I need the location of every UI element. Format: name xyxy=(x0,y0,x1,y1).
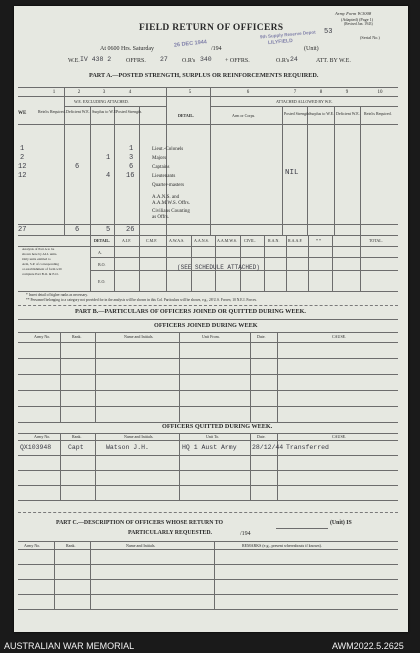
total-deficient: 6 xyxy=(75,226,80,234)
row-2-posted: 3 xyxy=(129,154,134,162)
col-number-1: 1 xyxy=(52,90,56,95)
footnote-1: * Insert detail of higher ranks as necessary. xyxy=(26,293,88,297)
row-3-posted: 6 xyxy=(129,163,134,171)
col-number-6: 6 xyxy=(246,90,250,95)
detail-extra-3: Civilians Counting xyxy=(152,209,190,214)
quitted-name: Watson J.H. xyxy=(106,444,149,451)
header-att-surplus: Surplus to W.E. xyxy=(309,111,335,116)
joined-header-rank: Rank. xyxy=(72,334,82,339)
row-1-we: 1 xyxy=(20,145,25,153)
joined-header-army-no: Army No. xyxy=(34,334,51,339)
footnote-2: ** Personnel belonging to a category not provided for in the analysis will be shown in this Col. Particulars will be shown, e.g., 28 U.S. Forces; 10 N.E.I. Forces. xyxy=(26,298,257,302)
part-c-requested: PARTICULARLY REQUESTED. xyxy=(128,530,212,536)
part-c-header-remarks: REMARKS (e.g., present whereabouts if known). xyxy=(242,543,322,548)
row-1-posted: 1 xyxy=(129,145,134,153)
joined-header-date: Date. xyxy=(257,334,266,339)
ors2-label: O.R's xyxy=(276,58,290,64)
serial-no-label: (Serial No.) xyxy=(360,35,380,40)
offrs2-label: + OFFRS. xyxy=(225,58,250,64)
ors2-value: 24 xyxy=(290,56,298,63)
quitted-header-unit-to: Unit To. xyxy=(206,434,220,439)
analysis-header-other: * * xyxy=(316,238,321,243)
attached-posted-nil: NIL xyxy=(285,169,299,177)
quitted-army-no: QX103948 xyxy=(20,444,52,451)
detail-extra-4: as Offrs. xyxy=(152,215,170,220)
analysis-header-awas: A.W.A.S. xyxy=(169,238,185,243)
detail-extra-1: A.A.N.S. and xyxy=(152,195,180,200)
quitted-header-army-no: Army No. xyxy=(34,434,51,439)
col-number-10: 10 xyxy=(377,90,383,95)
we-value: IV 438 2 xyxy=(80,56,112,63)
detail-extra-2: A.A.M.W.S. Offrs. xyxy=(152,201,190,206)
serial-no-value: 53 xyxy=(324,28,333,36)
row-4-surplus: 4 xyxy=(106,172,111,180)
offrs-value: 27 xyxy=(160,56,168,63)
row-2-deficient: 6 xyxy=(75,163,80,171)
part-c-unit-is: (Unit) IS xyxy=(330,520,352,526)
form-id-line-3: (Revised Jan. 1943) xyxy=(344,22,373,26)
col-number-5: 5 xyxy=(188,90,192,95)
total-surplus: 5 xyxy=(106,226,111,234)
header-att-reints: Rein'ts Required. xyxy=(364,111,392,116)
analysis-note-6: complete Part B.O. & E.O. xyxy=(22,272,59,276)
header-deficient: Deficient W.E. xyxy=(66,109,90,114)
total-we: 27 xyxy=(18,226,27,234)
attached-allowed-label: ATTACHED ALLOWED BY W.E. xyxy=(276,99,333,104)
att-label: ATT. BY W.E. xyxy=(316,58,351,64)
part-c-year: /194 xyxy=(240,531,251,537)
unit-label: (Unit) xyxy=(304,46,319,52)
year-suffix: /194 xyxy=(211,46,222,52)
col-number-3: 3 xyxy=(102,90,106,95)
row-4-detail: Lieutenants xyxy=(152,174,176,179)
form-id-line-2: (Adapted) (Page 1) xyxy=(341,17,374,22)
analysis-row-a: A. xyxy=(98,250,102,255)
part-a-heading: PART A.—POSTED STRENGTH, SURPLUS OR REINFORCEMENTS REQUIRED. xyxy=(89,72,319,79)
footer-left: AUSTRALIAN WAR MEMORIAL xyxy=(4,641,135,651)
analysis-note-2: shown here by ALL units. xyxy=(22,252,58,256)
analysis-header-aif: A.I.F. xyxy=(122,238,132,243)
analysis-row-eo: E.O. xyxy=(98,279,106,284)
schedule-attached-stamp: (SEE SCHEDULE ATTACHED) xyxy=(177,264,260,271)
quitted-title: OFFICERS QUITTED DURING WEEK. xyxy=(162,423,273,430)
analysis-header-aamws: A.A.M.W.S. xyxy=(217,238,237,243)
header-att-posted: Posted Strength. xyxy=(284,111,311,116)
row-4-posted: 16 xyxy=(126,172,135,180)
joined-title: OFFICERS JOINED DURING WEEK xyxy=(154,322,258,329)
at-line: At 0600 Hrs. Saturday xyxy=(100,46,154,52)
analysis-header-civil: CIVIL. xyxy=(244,238,256,243)
we-excluding-label: W.E. EXCLUDING ATTACHED. xyxy=(74,99,129,104)
analysis-header-total: TOTAL. xyxy=(369,238,383,243)
row-3-we: 12 xyxy=(18,163,27,171)
col-number-7: 7 xyxy=(293,90,297,95)
header-att-deficient: Deficient W.E. xyxy=(336,111,360,116)
col-number-4: 4 xyxy=(128,90,132,95)
field-return-form xyxy=(14,6,408,632)
analysis-note-1: Analysis of Part A to be xyxy=(22,247,55,251)
row-2-we: 2 xyxy=(20,154,25,162)
offrs-label: OFFRS. xyxy=(126,58,146,64)
quitted-cause: Transferred xyxy=(286,444,329,451)
unit-stamp-line-1: 9th Supply Reserve Depot xyxy=(259,29,316,40)
analysis-row-bo: B.O. xyxy=(98,262,106,267)
header-detail: DETAIL. xyxy=(178,113,195,118)
header-arm-corps: Arm or Corps. xyxy=(232,113,256,118)
quitted-header-cause: CAUSE. xyxy=(332,434,347,439)
analysis-header-detail: DETAIL. xyxy=(94,238,111,243)
form-title: FIELD RETURN OF OFFICERS xyxy=(139,23,284,33)
row-1-detail: Lieut.-Colonels xyxy=(152,147,184,152)
row-3-detail: Captains xyxy=(152,165,170,170)
analysis-note-3: Only units entitled to xyxy=(22,257,51,261)
joined-header-unit-from: Unit From. xyxy=(202,334,220,339)
analysis-header-raaf: R.A.A.F. xyxy=(288,238,303,243)
header-surplus: Surplus to W.E. xyxy=(92,109,118,114)
row-5-detail: Quarter-masters xyxy=(152,183,185,188)
form-id-line-1: Army Form W.3008 xyxy=(335,11,372,16)
quitted-header-name: Name and Initials. xyxy=(124,434,154,439)
quitted-date: 28/12/44 xyxy=(252,444,284,451)
part-b-heading: PART B.—PARTICULARS OF OFFICERS JOINED OR QUITTED DURING WEEK. xyxy=(75,308,306,315)
joined-header-name: Name and Initials. xyxy=(124,334,154,339)
analysis-header-cmf: C.M.F. xyxy=(146,238,158,243)
analysis-note-4: Arm, S.P. of corresponding xyxy=(22,262,59,266)
row-2-surplus: 1 xyxy=(106,154,111,162)
quitted-unit-to: HQ 1 Aust Army xyxy=(182,444,237,451)
col-number-8: 8 xyxy=(319,90,323,95)
ors-label: O.R's xyxy=(182,58,196,64)
quitted-rank: Capt xyxy=(68,444,84,451)
analysis-note-5: or establishment of form will xyxy=(22,267,62,271)
date-stamp: 26 DEC 1944 xyxy=(173,39,208,49)
part-c-header-name: Name and Initials. xyxy=(126,543,156,548)
footer-right: AWM2022.5.2625 xyxy=(332,641,404,651)
part-c-heading: PART C.—DESCRIPTION OF OFFICERS WHOSE RETURN TO xyxy=(56,520,224,526)
part-c-header-rank: Rank. xyxy=(66,543,76,548)
part-c-header-army-no: Army No. xyxy=(24,543,41,548)
total-posted: 26 xyxy=(126,226,135,234)
quitted-header-rank: Rank. xyxy=(72,434,82,439)
header-reints-required: Rein'ts Required. xyxy=(38,109,66,114)
analysis-header-aans: A.A.N.S. xyxy=(194,238,209,243)
we-label: W.E. xyxy=(68,58,80,64)
analysis-header-ran: R.A.N. xyxy=(268,238,280,243)
header-posted-strength: Posted Strength. xyxy=(116,109,143,114)
quitted-header-date: Date. xyxy=(257,434,266,439)
col-number-2: 2 xyxy=(77,90,81,95)
row-2-detail: Majors xyxy=(152,156,167,161)
ors-value: 340 xyxy=(200,56,212,63)
we-col-label: WE xyxy=(18,111,27,116)
row-4-we: 12 xyxy=(18,172,27,180)
joined-header-cause: CAUSE. xyxy=(332,334,347,339)
unit-stamp-line-2: LILYFIELD xyxy=(267,37,293,47)
col-number-9: 9 xyxy=(345,90,349,95)
